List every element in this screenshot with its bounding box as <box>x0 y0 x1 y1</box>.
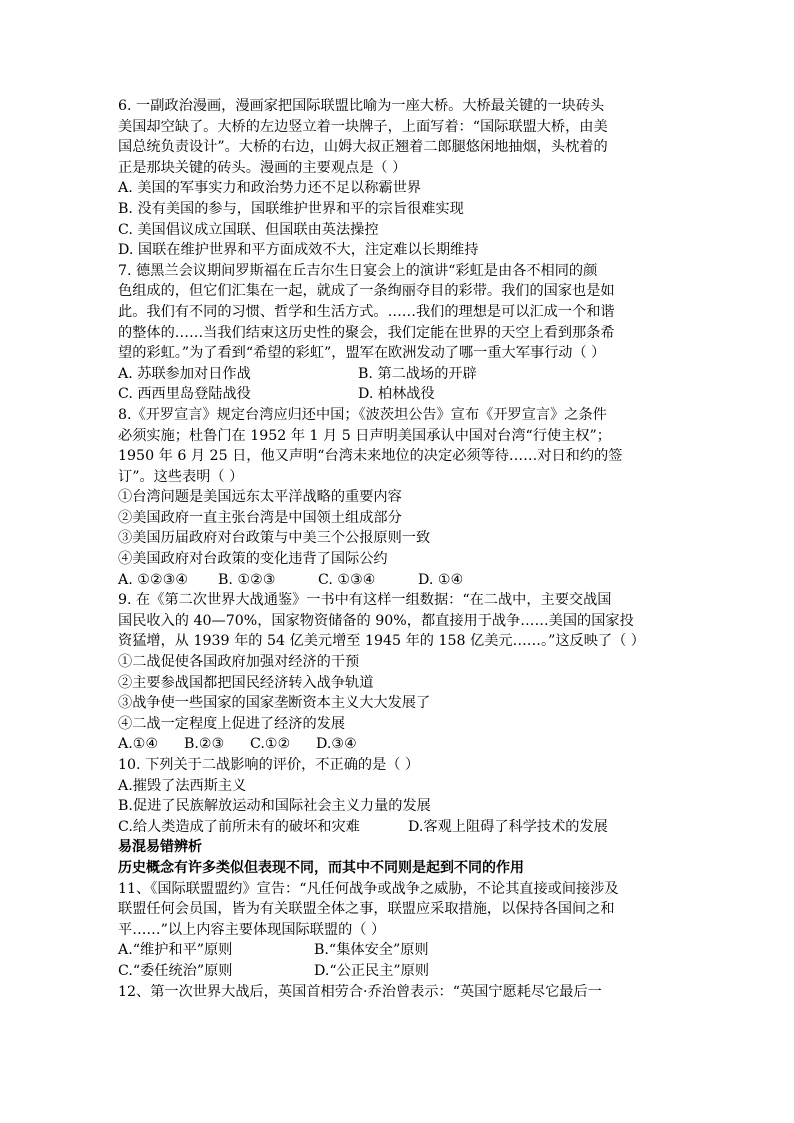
question-text-line: 1950 年 6 月 25 日，他又声明“台湾未来地位的决定必须等待……对日和约的签 <box>118 448 623 465</box>
option-b: B.“集体安全”原则 <box>314 942 429 959</box>
question-text-line: 此。我们有不同的习惯、哲学和生活方式。……我们的理想是可以汇成一个和谐 <box>118 303 615 320</box>
option-b: B.促进了民族解放运动和国际社会主义力量的发展 <box>118 798 431 815</box>
question-text-line: 色组成的，但它们汇集在一起，就成了一条绚丽夺目的彩带。我们的国家也是如 <box>118 283 615 300</box>
option-c: C.①② <box>250 736 291 753</box>
options-row <box>118 817 678 838</box>
question-text-line: 6. 一副政治漫画，漫画家把国际联盟比喻为一座大桥。大桥最关键的一块砖头 <box>118 98 605 114</box>
option-a: A.①④ <box>118 736 159 753</box>
question-text-line: 正是那块关键的砖头。漫画的主要观点是（ ） <box>118 159 407 176</box>
option-b: B.②③ <box>184 736 225 753</box>
section-subheading: 历史概念有许多类似但表现不同，而其中不同则是起到不同的作用 <box>118 859 524 876</box>
question-text-line: 9. 在《第二次世界大战通鉴》一书中有这样一组数据：“在二战中，主要交战国 <box>118 592 612 609</box>
question-text-line: 11、《国际联盟盟约》宣告：“凡任何战争或战争之威胁，不论其直接或间接涉及 <box>118 880 619 897</box>
options-row <box>118 961 678 982</box>
statement-item: ①台湾问题是美国远东太平洋战略的重要内容 <box>118 489 402 506</box>
option-c: C.给人类造成了前所未有的破坏和灾难 <box>118 818 360 835</box>
options-row <box>118 570 678 591</box>
question-text-line: 望的彩虹。”为了看到“希望的彩虹”，盟军在欧洲发动了哪一重大军事行动（ ） <box>118 345 606 362</box>
options-row <box>118 734 678 755</box>
question-10 <box>118 755 678 837</box>
option-c: C. 西西里岛登陆战役 <box>118 386 251 403</box>
option-c: C.“委任统治”原则 <box>118 962 233 979</box>
question-text-line: 平……”以上内容主要体现国际联盟的（ ） <box>118 921 386 938</box>
option-b: B. 第二战场的开辟 <box>358 365 477 382</box>
question-text-line: 8.《开罗宣言》规定台湾应归还中国；《波茨坦公告》宣布《开罗宣言》之条件 <box>118 406 607 423</box>
option-d: D.“公正民主”原则 <box>314 962 430 979</box>
option-a: A. 苏联参加对日作战 <box>118 365 251 382</box>
option-a: A.“维护和平”原则 <box>118 942 233 959</box>
statement-item: ②美国政府一直主张台湾是中国领土组成部分 <box>118 509 402 526</box>
option-d: D. ①④ <box>418 571 464 588</box>
options-row <box>118 940 678 961</box>
option-c: C. ①③④ <box>318 571 376 588</box>
question-11 <box>118 879 678 982</box>
question-text-line: 国总统负责设计”。大桥的右边，山姆大叔正翘着二郎腿悠闲地抽烟，头枕着的 <box>118 139 608 156</box>
question-9 <box>118 590 678 755</box>
document-page <box>118 96 678 1002</box>
option-c: C. 美国倡议成立国联、但国联由英法操控 <box>118 221 379 238</box>
options-row <box>118 384 678 405</box>
options-row <box>118 364 678 385</box>
section-heading: 易混易错辨析 <box>118 839 202 856</box>
question-8 <box>118 405 678 590</box>
question-6 <box>118 96 678 261</box>
statement-item: ③美国历届政府对台政策与中美三个公报原则一致 <box>118 530 431 547</box>
option-d: D. 柏林战役 <box>358 386 435 403</box>
option-a: A. ①②③④ <box>118 571 189 588</box>
question-text-line: 联盟任何会员国，皆为有关联盟全体之事，联盟应采取措施，以保持各国间之和 <box>118 901 615 918</box>
question-7 <box>118 261 678 405</box>
statement-item: ④二战一定程度上促进了经济的发展 <box>118 715 346 732</box>
question-12 <box>118 982 678 1003</box>
question-text-line: 的整体的……当我们结束这历史性的聚会，我们定能在世界的天空上看到那条希 <box>118 324 615 341</box>
option-d: D.③④ <box>316 736 357 753</box>
option-a: A.摧毁了法西斯主义 <box>118 777 247 794</box>
option-b: B. 没有美国的参与，国联维护世界和平的宗旨很难实现 <box>118 200 464 217</box>
statement-item: ③战争使一些国家的国家垄断资本主义大大发展了 <box>118 695 431 712</box>
statement-item: ①二战促使各国政府加强对经济的干预 <box>118 654 360 671</box>
option-d: D. 国联在维护世界和平方面成效不大，注定难以长期维持 <box>118 242 479 259</box>
statement-item: ④美国政府对台政策的变化违背了国际公约 <box>118 551 388 568</box>
option-d: D.客观上阻碍了科学技术的发展 <box>408 818 608 835</box>
question-text-line: 美国却空缺了。大桥的左边竖立着一块牌子，上面写着：“国际联盟大桥，由美 <box>118 118 608 135</box>
statement-item: ②主要参战国都把国民经济转入战争轨道 <box>118 674 374 691</box>
question-text-line: 7. 德黑兰会议期间罗斯福在丘吉尔生日宴会上的演讲“彩虹是由各不相同的颜 <box>118 262 598 279</box>
question-text-line: 资猛增，从 1939 年的 54 亿美元增至 1945 年的 158 亿美元……。”这反映了（ ） <box>118 633 645 650</box>
question-text-line: 国民收入的 40—70%，国家物资储备的 90%，都直接用于战争……美国的国家投 <box>118 612 634 629</box>
question-text-line: 10. 下列关于二战影响的评价，不正确的是（ ） <box>118 757 420 773</box>
option-a: A. 美国的军事实力和政治势力还不足以称霸世界 <box>118 180 422 197</box>
question-text-line: 12、第一次世界大战后，英国首相劳合·乔治曾表示：“英国宁愿耗尽它最后一 <box>118 983 602 1000</box>
question-text-line: 必须实施；杜鲁门在 1952 年 1 月 5 日声明美国承认中国对台湾“行使主权”； <box>118 427 611 444</box>
option-b: B. ①②③ <box>218 571 276 588</box>
question-text-line: 订”。这些表明（ ） <box>118 468 244 485</box>
